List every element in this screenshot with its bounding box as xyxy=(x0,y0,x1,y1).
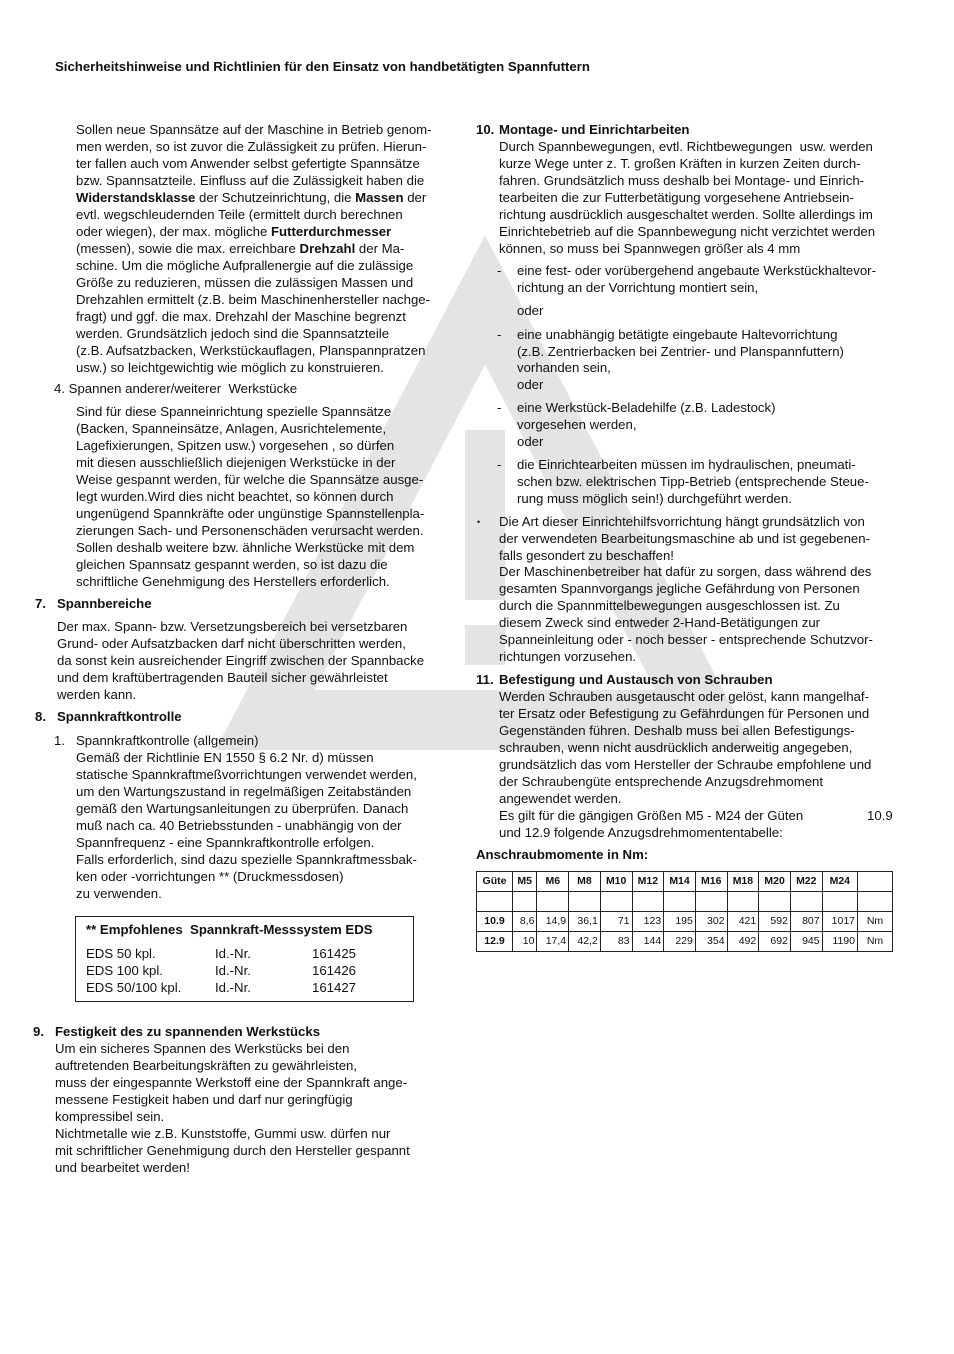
eds-id-label: Id.-Nr. xyxy=(215,980,251,995)
eds-name: EDS 50 kpl. xyxy=(86,946,156,961)
text-line: Einrichtebetrieb auf die Spannbewegung nicht verzichtet werden xyxy=(499,224,876,239)
text-line: Die Art dieser Einrichtehilfsvorrichtung hängt grundsätzlich von xyxy=(499,514,865,529)
value-cell: 36,1 xyxy=(569,912,601,932)
value-cell: 17,4 xyxy=(537,932,569,952)
text-line: Sollen deshalb weitere bzw. ähnliche Werkstücke mit dem xyxy=(76,540,415,555)
text-line: statische Spannkraftmeßvorrichtungen verwendet werden, xyxy=(76,767,417,782)
section-4-title: 4. Spannen anderer/weiterer Werkstücke xyxy=(54,381,298,396)
text-line: tearbeiten die zur Futterbetätigung vorgesehene Antriebsein- xyxy=(499,190,854,205)
text-line: richtung ausdrücklich ausgeschaltet werden. Sollte allerdings im xyxy=(499,207,873,222)
column-header: M6 xyxy=(537,872,569,892)
table-row xyxy=(477,932,893,952)
section-11-title: Befestigung und Austausch von Schrauben xyxy=(499,672,773,687)
text-line: und dem kraftübertragenden Bauteil sicher gewährleistet xyxy=(57,670,388,685)
text-line: gesamten Spannvorgangs jegliche Gefährdung von Personen xyxy=(499,581,860,596)
value-cell: 807 xyxy=(790,912,822,932)
list-item-line: richtung an der Vorrichtung montiert sein, xyxy=(517,280,759,295)
section-7-title: Spannbereiche xyxy=(57,596,152,611)
value-cell: 123 xyxy=(632,912,664,932)
text-line: Spannfrequenz - eine Spannkraftkontrolle erfolgen. xyxy=(76,835,375,850)
text-span: (messen), sowie die max. erreichbare xyxy=(76,241,300,256)
column-header: M5 xyxy=(513,872,537,892)
text-line: Gegenständen führen. Deshalb muss bei allen Befestigungs- xyxy=(499,723,855,738)
text-line: Falls erforderlich, sind dazu spezielle Spannkraftmessbak- xyxy=(76,852,417,867)
text-line: werden. Grundsätzlich jedoch sind die Spannsatzteile xyxy=(76,326,390,341)
list-item-line: (z.B. Zentrierbacken bei Zentrier- und Planspannfuttern) xyxy=(517,344,844,359)
torque-table xyxy=(476,871,893,952)
eds-box-title: ** Empfohlenes Spannkraft-Messsystem EDS xyxy=(86,922,373,937)
text-line: Nichtmetalle wie z.B. Kunststoffe, Gummi usw. dürfen nur xyxy=(55,1126,391,1141)
value-cell: 71 xyxy=(600,912,632,932)
text-line: Gemäß der Richtlinie EN 1550 § 6.2 Nr. d) müssen xyxy=(76,750,374,765)
text-line: gemäß den Wartungsanleitungen zu überprüfen. Danach xyxy=(76,801,409,816)
column-header: M14 xyxy=(664,872,696,892)
text-span: 10.9 xyxy=(867,808,893,823)
text-line: schine. Um die mögliche Aufprallenergie auf die zulässige xyxy=(76,258,414,273)
list-item-line: rung muss möglich sein!) durchgeführt werden. xyxy=(517,491,792,506)
section-10-number: 10. xyxy=(476,122,495,137)
eds-name: EDS 100 kpl. xyxy=(86,963,163,978)
bullet-marker: • xyxy=(477,517,481,527)
list-item-line: vorgesehen werden, xyxy=(517,417,637,432)
value-cell: 8,6 xyxy=(513,912,537,932)
value-cell: 10 xyxy=(513,932,537,952)
text-line: fragt) und ggf. die max. Drehzahl der Maschine begrenzt xyxy=(76,309,406,324)
text-line: (z.B. Aufsatzbacken, Werkstückauflagen, Planspannpratzen xyxy=(76,343,426,358)
list-item-line: eine unabhängig betätigte eingebaute Haltevorrichtung xyxy=(517,327,838,342)
value-cell: 1190 xyxy=(822,932,857,952)
text-line: gleichen Spannsatz gespannt werden, so ist dazu die xyxy=(76,557,388,572)
text-line: Werden Schrauben ausgetauscht oder gelöst, kann mangelhaf- xyxy=(499,689,869,704)
text-line: richtungen vorzusehen. xyxy=(499,649,637,664)
bold-term: Widerstandsklasse xyxy=(76,190,196,205)
list-item-line: die Einrichtearbeiten müssen im hydraulischen, pneumati- xyxy=(517,457,856,472)
text-line: ter Ersatz oder Befestigung zu Gefährdungen für Personen und xyxy=(499,706,870,721)
text-line: evtl. wegschleudernden Teile (ermittelt durch berechnen xyxy=(76,207,403,222)
text-line: mit diesen ausschließlich diejenigen Werkstücke in der xyxy=(76,455,396,470)
text-line: grundsätzlich das vom Hersteller der Schraube empfohlene und xyxy=(499,757,872,772)
list-item-line: eine fest- oder vorübergehend angebaute Werkstückhaltevor- xyxy=(517,263,876,278)
text-line: und 12.9 folgende Anzugsdrehmomententabelle: xyxy=(499,825,783,840)
bold-term: Drehzahl xyxy=(299,241,356,256)
text-line: (Backen, Spanneinsätze, Anlagen, Ausrichtelemente, xyxy=(76,421,387,436)
column-header xyxy=(858,872,893,892)
text-line: zu verwenden. xyxy=(76,886,162,901)
text-line: muss der eingespannte Werkstoff eine der Spannkraft ange- xyxy=(55,1075,408,1090)
text-line: ter fallen auch vom Anwender selbst gefertigte Spannsätze xyxy=(76,156,420,171)
text-line: Spanneinleitung oder - noch besser - entsprechende Schutzvor- xyxy=(499,632,873,647)
table-spacer-row xyxy=(477,892,893,912)
text-span: der xyxy=(403,190,427,205)
unit-cell: Nm xyxy=(858,912,893,932)
text-line: angewendet werden. xyxy=(499,791,622,806)
text-line: fahren. Grundsätzlich muss deshalb bei Montage- und Einrich- xyxy=(499,173,865,188)
value-cell: 83 xyxy=(600,932,632,952)
column-header: M18 xyxy=(727,872,759,892)
value-cell: 692 xyxy=(759,932,791,952)
column-header: Güte xyxy=(477,872,513,892)
text-line: usw.) so leichtgewichtig wie möglich zu konstruieren. xyxy=(76,360,384,375)
section-9-title: Festigkeit des zu spannenden Werkstücks xyxy=(55,1024,321,1039)
text-line: Sind für diese Spanneinrichtung spezielle Spannsätze xyxy=(76,404,392,419)
value-cell: 354 xyxy=(695,932,727,952)
text-line: Der max. Spann- bzw. Versetzungsbereich bei versetzbaren xyxy=(57,619,408,634)
value-cell: 1017 xyxy=(822,912,857,932)
text-line: Drehzahlen ermittelt (z.B. beim Maschinenhersteller nachge- xyxy=(76,292,431,307)
text-line: kompressibel sein. xyxy=(55,1109,165,1124)
text-line: der verwendeten Bearbeitungsmaschine ab und ist gegebenen- xyxy=(499,531,870,546)
text-span: oder wiegen), der max. mögliche xyxy=(76,224,271,239)
text-line: mit schriftlicher Genehmigung durch den Hersteller gespannt xyxy=(55,1143,410,1158)
value-cell: 195 xyxy=(664,912,696,932)
text-line: Durch Spannbewegungen, evtl. Richtbewegungen usw. werden xyxy=(499,139,873,154)
text-line: diesem Zweck sind entweder 2-Hand-Betätigungen zur xyxy=(499,615,821,630)
section-8-sub-number: 1. xyxy=(54,733,65,748)
value-cell: 492 xyxy=(727,932,759,952)
text-line: auftretenden Bearbeitungskräften zu gewährleisten, xyxy=(55,1058,358,1073)
text-line: können, so muss bei Spannwegen größer als 4 mm xyxy=(499,241,801,256)
value-cell: 42,2 xyxy=(569,932,601,952)
section-7-number: 7. xyxy=(35,596,46,611)
section-10-title: Montage- und Einrichtarbeiten xyxy=(499,122,690,137)
grade-cell: 12.9 xyxy=(477,932,513,952)
text-span: der Ma- xyxy=(355,241,405,256)
oder-text: oder xyxy=(517,434,544,449)
text-line: Um ein sicheres Spannen des Werkstücks bei den xyxy=(55,1041,350,1056)
eds-id: 161425 xyxy=(312,946,357,961)
bold-term: Futterdurchmesser xyxy=(270,224,392,239)
list-item-line: schen bzw. elektrischen Tipp-Betrieb (entsprechende Steue- xyxy=(517,474,869,489)
text-span: der Schutzeinrichtung, die xyxy=(195,190,356,205)
text-line: Es gilt für die gängigen Größen M5 - M24 der Güten xyxy=(499,808,804,823)
column-header: M10 xyxy=(600,872,632,892)
text-line: schriftliche Genehmigung des Herstellers erforderlich. xyxy=(76,574,390,589)
text-line: kurze Wege unter z. T. großen Kräften in kurzen Zeiten durch- xyxy=(499,156,861,171)
grade-cell: 10.9 xyxy=(477,912,513,932)
torque-table-title: Anschraubmomente in Nm: xyxy=(476,847,649,862)
unit-cell: Nm xyxy=(858,932,893,952)
oder-text: oder xyxy=(517,377,544,392)
text-line: Weise gespannt werden, für welche die Spannsätze ausge- xyxy=(76,472,424,487)
text-line xyxy=(76,190,426,207)
text-line: zierungen Sach- und Personenschäden verursacht werden. xyxy=(76,523,424,538)
value-cell: 229 xyxy=(664,932,696,952)
text-line: Lagefixierungen, Spitzen usw.) vorgesehen , so dürfen xyxy=(76,438,395,453)
text-line: da sonst kein ausreichender Eingriff zwischen der Spannbacke xyxy=(57,653,425,668)
list-item-line: vorhanden sein, xyxy=(517,360,611,375)
text-line: und bearbeitet werden! xyxy=(55,1160,190,1175)
text-line: Spannkraftkontrolle (allgemein) xyxy=(76,733,259,748)
eds-recommendation-box xyxy=(75,916,414,1002)
value-cell: 302 xyxy=(695,912,727,932)
text-line: bzw. Spannsatzteile. Einfluss auf die Zulässigkeit haben die xyxy=(76,173,425,188)
dash-marker: - xyxy=(497,327,502,342)
column-header: M22 xyxy=(790,872,822,892)
column-header: M12 xyxy=(632,872,664,892)
text-line: Der Maschinenbetreiber hat dafür zu sorgen, dass während des xyxy=(499,564,872,579)
section-8-number: 8. xyxy=(35,709,46,724)
eds-name: EDS 50/100 kpl. xyxy=(86,980,182,995)
text-line xyxy=(76,224,391,241)
text-line: durch die Spannmittelbewegungen ausgeschlossen ist. Zu xyxy=(499,598,840,613)
text-line: werden kann. xyxy=(57,687,137,702)
text-line: schrauben, wenn nicht ausdrücklich anderweitig angegeben, xyxy=(499,740,853,755)
value-cell: 144 xyxy=(632,932,664,952)
column-header: M16 xyxy=(695,872,727,892)
eds-id: 161427 xyxy=(312,980,357,995)
eds-id: 161426 xyxy=(312,963,357,978)
text-line: legt wurden.Wird dies nicht beachtet, so können durch xyxy=(76,489,394,504)
table-header-row xyxy=(477,872,893,892)
text-line: der Schraubengüte entsprechende Anzugsdrehmoment xyxy=(499,774,824,789)
section-9-number: 9. xyxy=(33,1024,44,1039)
text-line: Grund- oder Aufsatzbacken darf nicht überschritten werden, xyxy=(57,636,406,651)
text-line xyxy=(76,241,404,258)
value-cell: 421 xyxy=(727,912,759,932)
text-line: muß nach ca. 40 Betriebsstunden - unabhängig von der xyxy=(76,818,402,833)
text-line: falls gesondert zu beschaffen! xyxy=(499,548,674,563)
text-line: ken oder -vorrichtungen ** (Druckmessdosen) xyxy=(76,869,344,884)
column-header: M8 xyxy=(569,872,601,892)
text-line: Größe zu reduzieren, müssen die zulässigen Massen und xyxy=(76,275,414,290)
eds-id-label: Id.-Nr. xyxy=(215,963,251,978)
dash-marker: - xyxy=(497,400,502,415)
section-11-number: 11. xyxy=(476,672,494,687)
text-line: men werden, so ist zuvor die Zulässigkeit zu prüfen. Hierun- xyxy=(76,139,427,154)
oder-text: oder xyxy=(517,303,544,318)
dash-marker: - xyxy=(497,457,502,472)
text-line: ungenügend Spannkräfte oder ungünstige Spannstellenpla- xyxy=(76,506,425,521)
value-cell: 945 xyxy=(790,932,822,952)
text-line: Sollen neue Spannsätze auf der Maschine in Betrieb genom- xyxy=(76,122,432,137)
text-line: um den Wartungszustand in regelmäßigen Zeitabständen xyxy=(76,784,412,799)
value-cell: 14,9 xyxy=(537,912,569,932)
eds-id-label: Id.-Nr. xyxy=(215,946,251,961)
section-8-title: Spannkraftkontrolle xyxy=(57,709,182,724)
value-cell: 592 xyxy=(759,912,791,932)
column-header: M24 xyxy=(822,872,857,892)
column-header: M20 xyxy=(759,872,791,892)
page-title: Sicherheitshinweise und Richtlinien für den Einsatz von handbetätigten Spannfuttern xyxy=(55,59,590,74)
table-row xyxy=(477,912,893,932)
bold-term: Massen xyxy=(355,190,404,205)
list-item-line: eine Werkstück-Beladehilfe (z.B. Ladestock) xyxy=(517,400,776,415)
text-line: messene Festigkeit haben und darf nur geringfügig xyxy=(55,1092,353,1107)
dash-marker: - xyxy=(497,263,502,278)
